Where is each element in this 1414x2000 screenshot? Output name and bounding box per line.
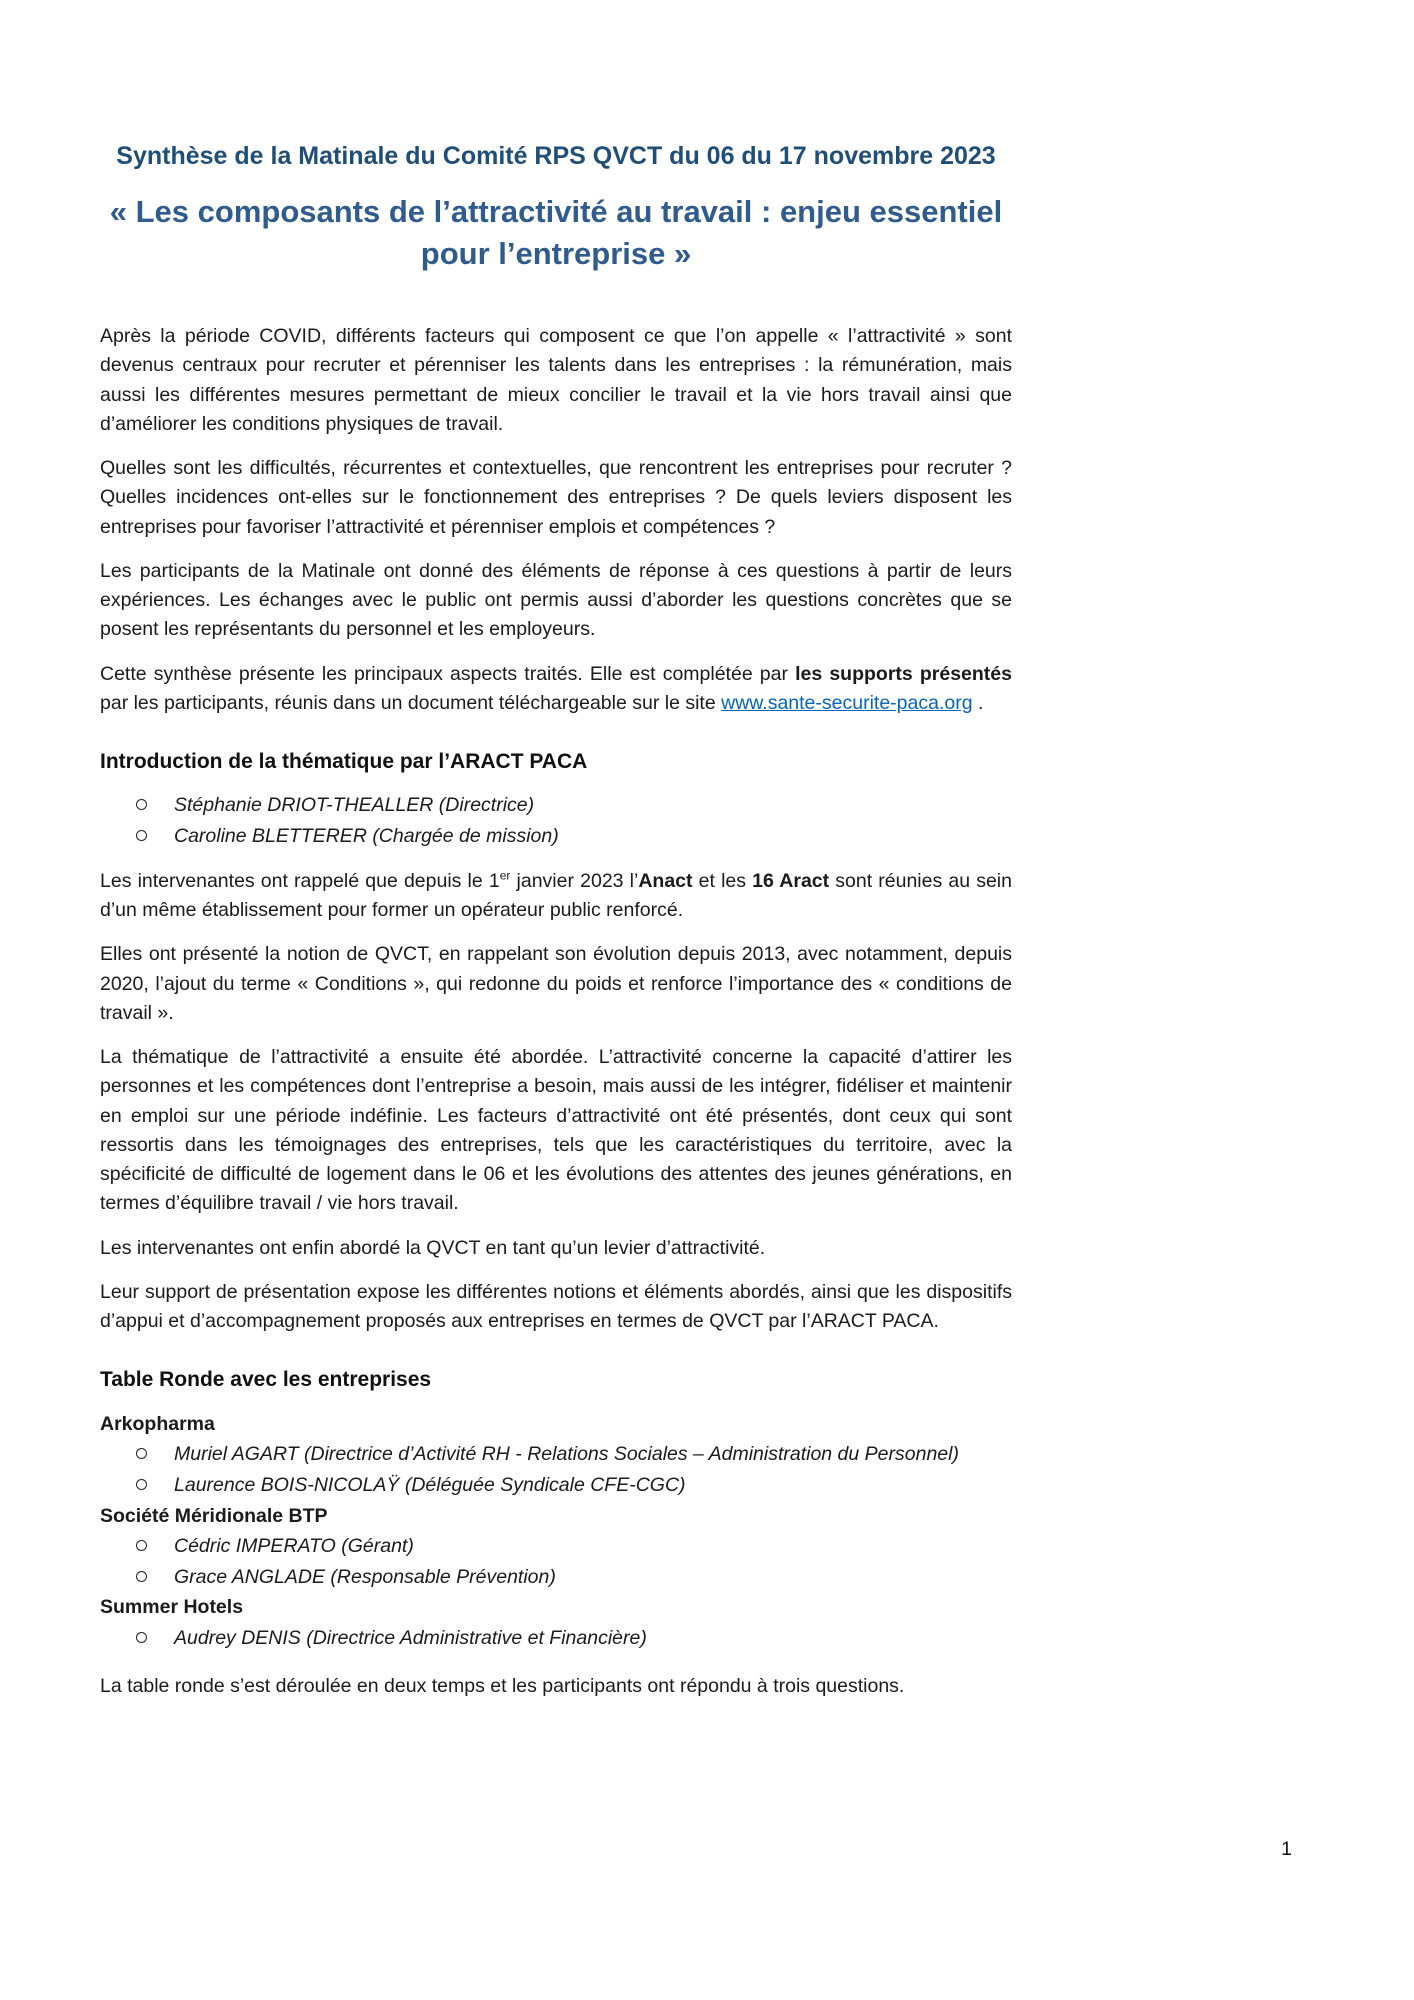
list-item bbox=[100, 1470, 1012, 1501]
paragraph-anact bbox=[100, 867, 1012, 926]
paragraph-questions: Quelles sont les difficultés, récurrentes et contextuelles, que rencontrent les entreprises pour recruter ? Quelles incidences ont-elles sur le fonctionnement des entreprises ? De quels leviers disposent les entreprises pour favoriser l’attractivité et pérenniser emplois et compétences ? bbox=[100, 457, 1012, 538]
doc-title-line1: « Les composants de l’attractivité au travail : enjeu essentiel bbox=[109, 193, 1003, 229]
company-speakers-list bbox=[100, 1623, 1012, 1654]
speaker-name: Caroline BLETTERER (Chargée de mission) bbox=[174, 825, 559, 848]
speaker-name: Stéphanie DRIOT-THEALLER (Directrice) bbox=[174, 794, 535, 817]
doc-title bbox=[100, 191, 1012, 277]
paragraph-attractivite: La thématique de l’attractivité a ensuite été abordée. L’attractivité concerne la capacité d’attirer les personnes et les compétences dont l’entreprise a besoin, mais aussi de les intégrer, fidéliser et maintenir en emploi sur une période indéfinie. Les facteurs d’attractivité ont été présentés, dont ceux qui sont ressortis dans les témoignages des entreprises, tels que les caractéristiques du territoire, avec la spécificité de difficulté de logement dans le 06 et les évolutions des attentes des jeunes générations, en termes d’équilibre travail / vie hors travail. bbox=[100, 1046, 1012, 1215]
paragraph-qvct-notion: Elles ont présenté la notion de QVCT, en rappelant son évolution depuis 2013, avec notamment, depuis 2020, l’ajout du terme « Conditions », qui redonne du poids et renforce l’importance des « conditions de travail ». bbox=[100, 943, 1012, 1024]
company-name-societe-meridionale: Société Méridionale BTP bbox=[100, 1504, 328, 1527]
paragraph-synthese-text: Cette synthèse présente les principaux aspects traités. Elle est complétée par bbox=[100, 662, 796, 685]
supports-presentes-bold: les supports présentés bbox=[795, 662, 1012, 685]
sante-securite-paca-link[interactable]: www.sante-securite-paca.org bbox=[721, 691, 973, 714]
circle-bullet-icon bbox=[136, 1448, 147, 1459]
paragraph-participants: Les participants de la Matinale ont donné des éléments de réponse à ces questions à partir de leurs expériences. Les échanges avec le public ont permis aussi d’aborder les questions concrètes que se posent les représentants du personnel et les employeurs. bbox=[100, 559, 1012, 641]
paragraph-levier: Les intervenantes ont enfin abordé la QVCT en tant qu’un levier d’attractivité. bbox=[100, 1236, 766, 1259]
intro-speakers-list bbox=[100, 790, 1012, 852]
speaker-name: Laurence BOIS-NICOLAŸ (Déléguée Syndicale CFE-CGC) bbox=[174, 1473, 686, 1496]
paragraph-synthese bbox=[100, 660, 1012, 719]
page-number: 1 bbox=[1281, 1838, 1292, 1860]
paragraph-intro-covid: Après la période COVID, différents facteurs qui composent ce que l’on appelle « l’attractivité » sont devenus centraux pour recruter et pérenniser les talents dans les entreprises : la rémunération, mais aussi les différentes mesures permettant de mieux concilier le travail et la vie hors travail ainsi que d’améliorer les conditions physiques de travail. bbox=[100, 325, 1012, 435]
company-name-summer-hotels: Summer Hotels bbox=[100, 1596, 244, 1619]
company-name-arkopharma: Arkopharma bbox=[100, 1412, 215, 1435]
paragraph-anact-text3: et les bbox=[692, 869, 753, 892]
list-item bbox=[100, 821, 1012, 852]
paragraph-conclusion: La table ronde s’est déroulée en deux temps et les participants ont répondu à trois questions. bbox=[100, 1675, 905, 1698]
circle-bullet-icon bbox=[136, 799, 147, 810]
companies-block bbox=[100, 1409, 1012, 1654]
company-speakers-list bbox=[100, 1439, 1012, 1501]
circle-bullet-icon bbox=[136, 1571, 147, 1582]
list-item bbox=[100, 790, 1012, 821]
paragraph-synthese-text2: par les participants, réunis dans un document téléchargeable sur le site bbox=[100, 691, 722, 714]
superscript-er: er bbox=[499, 868, 511, 883]
company-speakers-list bbox=[100, 1531, 1012, 1593]
list-item bbox=[100, 1562, 1012, 1593]
paragraph-anact-end: sont réunies au sein d’un même établissement pour former un opérateur public renforcé. bbox=[100, 869, 1012, 922]
paragraph-anact-text: Les intervenantes ont rappelé que depuis le 1 bbox=[100, 869, 500, 892]
circle-bullet-icon bbox=[136, 1632, 147, 1643]
section-heading-introduction: Introduction de la thématique par l’ARACT PACA bbox=[100, 750, 588, 774]
circle-bullet-icon bbox=[136, 1540, 147, 1551]
circle-bullet-icon bbox=[136, 830, 147, 841]
paragraph-anact-text2: janvier 2023 l’ bbox=[510, 869, 639, 892]
document-page bbox=[100, 140, 1012, 1717]
speaker-name: Muriel AGART (Directrice d’Activité RH - Relations Sociales – Administration du Personnel) bbox=[174, 1442, 959, 1465]
paragraph-support-presentation: Leur support de présentation expose les différentes notions et éléments abordés, ainsi que les dispositifs d’appui et d’accompagnement proposés aux entreprises en termes de QVCT par l’ARACT PACA. bbox=[100, 1280, 1012, 1333]
anact-bold: Anact bbox=[638, 869, 693, 892]
list-item bbox=[100, 1439, 1012, 1470]
paragraph-synthese-end: . bbox=[972, 691, 984, 714]
section-heading-table-ronde: Table Ronde avec les entreprises bbox=[100, 1368, 432, 1392]
speaker-name: Cédric IMPERATO (Gérant) bbox=[174, 1534, 414, 1557]
speaker-name: Grace ANGLADE (Responsable Prévention) bbox=[174, 1565, 556, 1588]
list-item bbox=[100, 1623, 1012, 1654]
doc-title-line2: pour l’entreprise » bbox=[420, 236, 692, 272]
list-item bbox=[100, 1531, 1012, 1562]
circle-bullet-icon bbox=[136, 1479, 147, 1490]
aract-bold: 16 Aract bbox=[752, 869, 830, 892]
doc-subtitle: Synthèse de la Matinale du Comité RPS QVCT du 06 du 17 novembre 2023 bbox=[116, 142, 996, 170]
speaker-name: Audrey DENIS (Directrice Administrative et Financière) bbox=[174, 1626, 647, 1649]
